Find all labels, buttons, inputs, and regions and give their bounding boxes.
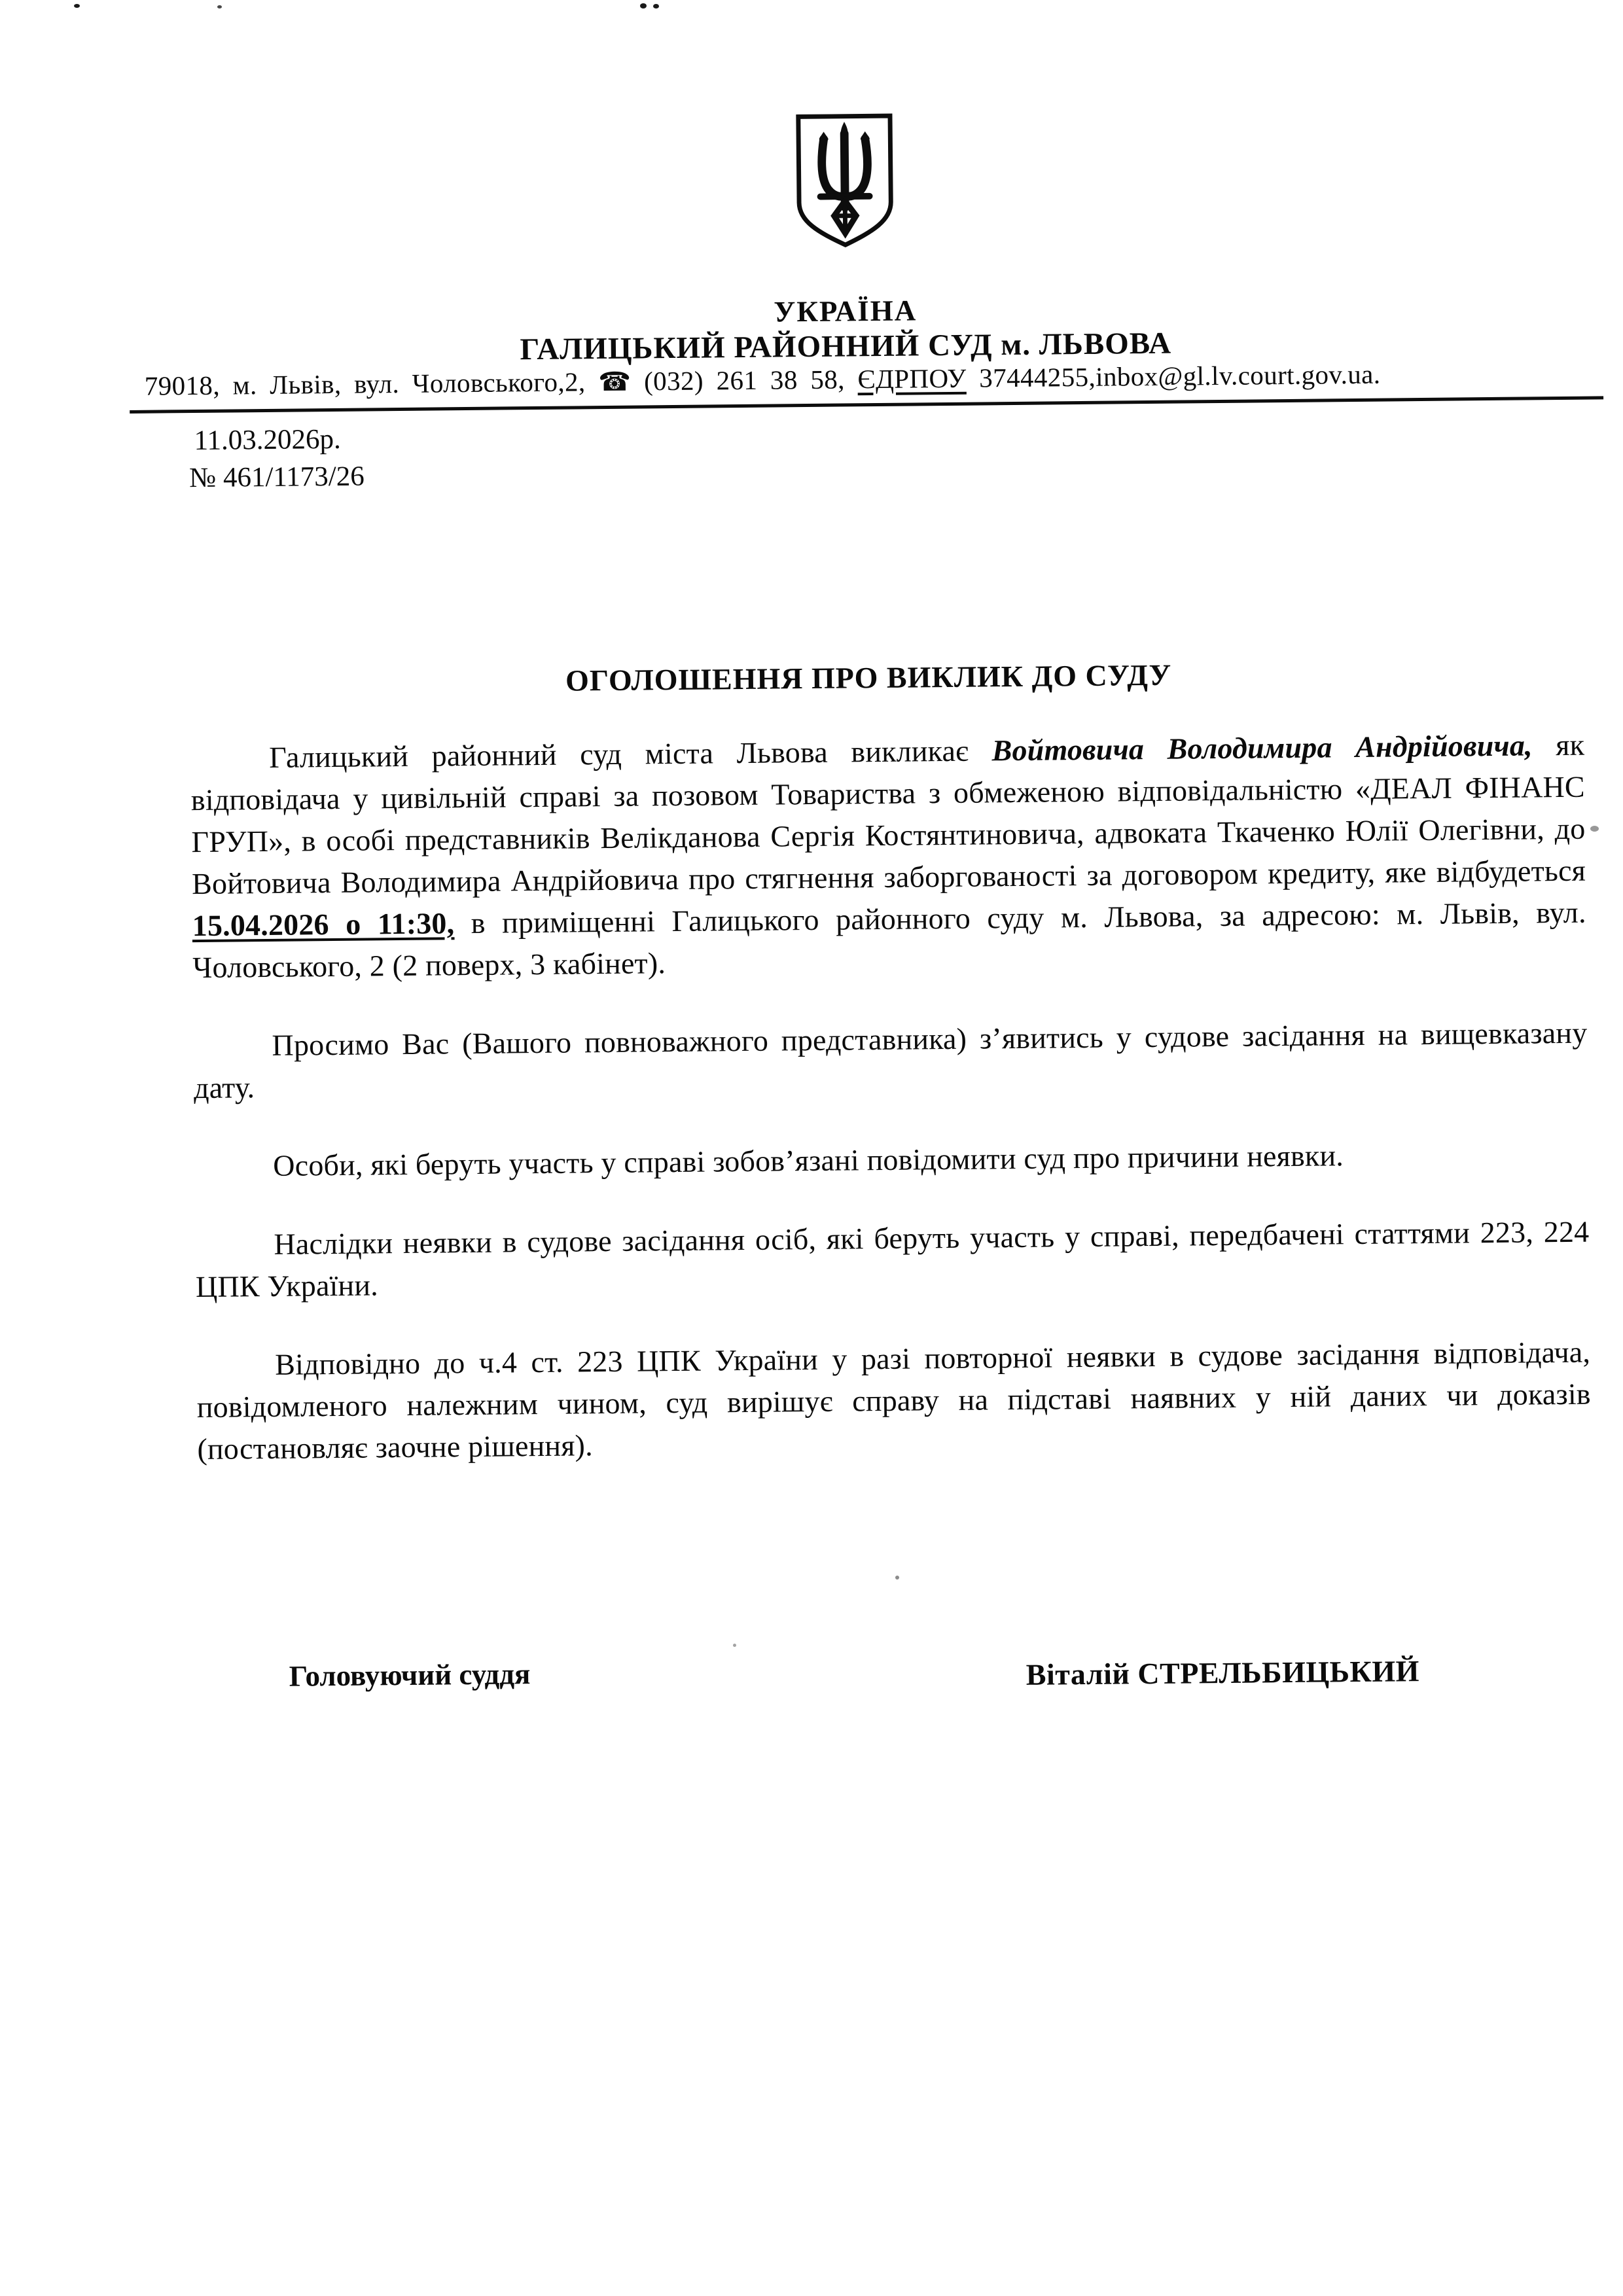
summons-intro: Галицький районний суд міста Львова викликає [269, 733, 992, 774]
summons-case-details: як відповідача у цивільній справі за позовом Товариства з обмеженою відповідальністю «ДЕАЛ ФІНАНС ГРУП», в особі представників Велікданова Сергія Костянтиновича, адвоката Ткаченко Юлії Олегівни, до Войтовича Володимира Андрійовича про стягнення заборгованості за договором кредиту, яке відбудеться [190, 728, 1586, 901]
judge-role-label: Головуючий суддя [289, 1657, 531, 1693]
paragraph-summons [190, 724, 1587, 989]
scan-speck [653, 4, 659, 9]
scan-speck [1590, 826, 1599, 832]
ukraine-coat-of-arms-icon [793, 111, 897, 252]
scan-speck [640, 3, 647, 9]
document-body [190, 724, 1592, 1507]
case-number: № 461/1173/26 [188, 461, 365, 494]
defendant-name: Войтовича Володимира Андрійовича, [991, 728, 1533, 768]
edrpou-label: ЄДРПОУ [857, 362, 967, 395]
paragraph-duty-to-notify: Особи, які беруть участь у справі зобов’язані повідомити суд про причини неявки. [273, 1139, 1344, 1182]
document-date: 11.03.2026р. [194, 423, 341, 457]
scan-speck [74, 4, 80, 8]
paragraph-default-judgment: Відповідно до ч.4 ст. 223 ЦПК України у разі повторної неявки в судове засідання відповідача, повідомленого належним чином, суд вирішує справу на підставі наявних у ній даних чи доказів (постановляє заочне рішення). [196, 1335, 1591, 1466]
document-title: ОГОЛОШЕННЯ ПРО ВИКЛИК ДО СУДУ [565, 658, 1172, 698]
paragraph-request-appearance: Просимо Вас (Вашого повноважного представника) з’явитись у судове засідання на вищевказану дату. [193, 1016, 1588, 1105]
address-street: 79018, м. Львів, вул. Чоловського,2, [144, 366, 599, 401]
letterhead-court-name: ГАЛИЦЬКИЙ РАЙОННИЙ СУД м. ЛЬВОВА [520, 326, 1172, 367]
judge-name: Віталій СТРЕЛЬБИЦЬКИЙ [1026, 1654, 1420, 1691]
address-phone-number: (032) 261 38 58, [631, 364, 858, 397]
edrpou-value-and-email: 37444255,inbox@gl.lv.court.gov.ua. [966, 359, 1381, 393]
summons-location: в приміщенні Галицького районного суду м. Львова, за адресою: м. Львів, вул. Чоловського, 2 (2 поверх, 3 кабінет). [192, 895, 1586, 985]
hearing-datetime: 15.04.2026 о 11:30, [192, 906, 455, 943]
scan-speck [217, 5, 222, 9]
paragraph-consequences: Наслідки неявки в судове засідання осіб, які беруть участь у справі, передбачені статтями 223, 224 ЦПК України. [195, 1214, 1590, 1304]
letterhead-country: УКРАЇНА [774, 294, 918, 328]
scan-speck [895, 1576, 899, 1580]
phone-icon: ☎ [598, 366, 632, 398]
scan-speck [733, 1644, 736, 1647]
